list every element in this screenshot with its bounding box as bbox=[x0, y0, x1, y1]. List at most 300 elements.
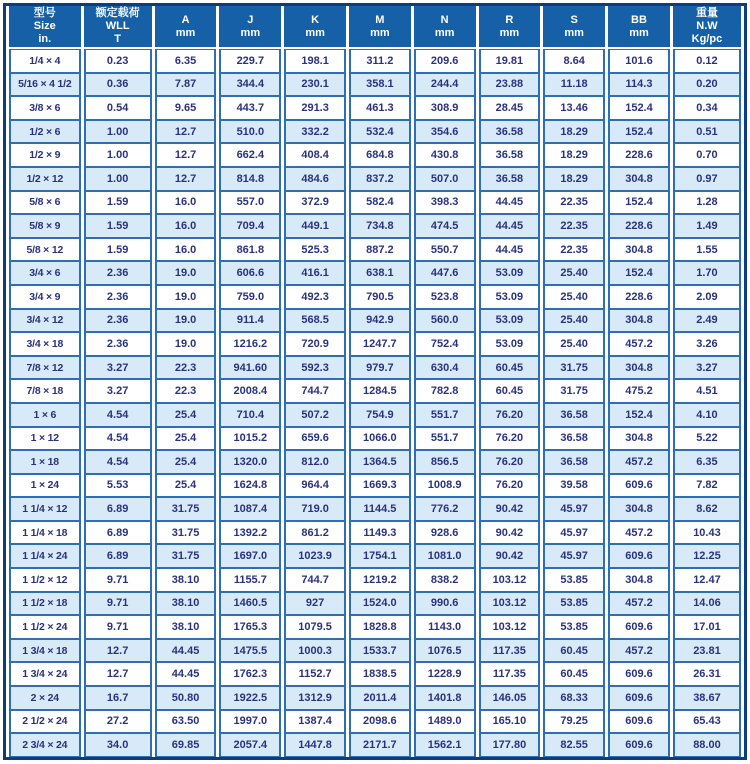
cell-a: 12.7 bbox=[155, 143, 217, 167]
cell-a: 22.3 bbox=[155, 356, 217, 380]
cell-m: 461.3 bbox=[349, 96, 411, 120]
cell-r: 76.20 bbox=[479, 403, 541, 427]
cell-size: 1 × 18 bbox=[9, 450, 81, 474]
cell-wll: 12.7 bbox=[84, 639, 152, 663]
cell-weight: 10.43 bbox=[673, 521, 741, 545]
cell-k: 492.3 bbox=[284, 285, 346, 309]
cell-s: 53.85 bbox=[543, 568, 605, 592]
cell-m: 582.4 bbox=[349, 191, 411, 215]
cell-j: 606.6 bbox=[219, 261, 281, 285]
cell-m: 1828.8 bbox=[349, 615, 411, 639]
cell-j: 1762.3 bbox=[219, 662, 281, 686]
cell-weight: 17.01 bbox=[673, 615, 741, 639]
cell-bb: 152.4 bbox=[608, 261, 670, 285]
cell-weight: 23.81 bbox=[673, 639, 741, 663]
cell-r: 53.09 bbox=[479, 261, 541, 285]
column-header-r bbox=[479, 6, 541, 49]
cell-r: 44.45 bbox=[479, 238, 541, 262]
cell-wll: 12.7 bbox=[84, 662, 152, 686]
cell-a: 9.65 bbox=[155, 96, 217, 120]
cell-r: 44.45 bbox=[479, 191, 541, 215]
cell-s: 60.45 bbox=[543, 662, 605, 686]
cell-s: 25.40 bbox=[543, 309, 605, 333]
cell-wll: 0.36 bbox=[84, 73, 152, 97]
column-header-line: mm bbox=[305, 26, 325, 39]
cell-weight: 0.12 bbox=[673, 49, 741, 73]
cell-bb: 609.6 bbox=[608, 615, 670, 639]
cell-bb: 609.6 bbox=[608, 686, 670, 710]
cell-size: 1/2 × 12 bbox=[9, 167, 81, 191]
cell-wll: 6.89 bbox=[84, 521, 152, 545]
table-row bbox=[9, 474, 741, 498]
column-header-line: K bbox=[311, 13, 320, 26]
cell-size: 3/4 × 6 bbox=[9, 261, 81, 285]
cell-size: 1 × 24 bbox=[9, 474, 81, 498]
cell-j: 1922.5 bbox=[219, 686, 281, 710]
column-header-line: A bbox=[181, 13, 190, 26]
cell-a: 50.80 bbox=[155, 686, 217, 710]
cell-bb: 457.2 bbox=[608, 332, 670, 356]
cell-size: 3/4 × 18 bbox=[9, 332, 81, 356]
cell-weight: 6.35 bbox=[673, 450, 741, 474]
cell-s: 25.40 bbox=[543, 285, 605, 309]
cell-size: 1 1/2 × 12 bbox=[9, 568, 81, 592]
cell-a: 69.85 bbox=[155, 733, 217, 757]
column-header-line: N bbox=[440, 13, 449, 26]
cell-k: 507.2 bbox=[284, 403, 346, 427]
cell-n: 1489.0 bbox=[414, 710, 476, 734]
cell-k: 198.1 bbox=[284, 49, 346, 73]
cell-m: 2098.6 bbox=[349, 710, 411, 734]
cell-k: 659.6 bbox=[284, 427, 346, 451]
cell-r: 103.12 bbox=[479, 615, 541, 639]
table-row bbox=[9, 568, 741, 592]
cell-s: 22.35 bbox=[543, 214, 605, 238]
cell-r: 117.35 bbox=[479, 662, 541, 686]
cell-bb: 304.8 bbox=[608, 497, 670, 521]
cell-a: 38.10 bbox=[155, 592, 217, 616]
table-row bbox=[9, 639, 741, 663]
cell-s: 36.58 bbox=[543, 450, 605, 474]
cell-j: 2057.4 bbox=[219, 733, 281, 757]
cell-size: 3/4 × 12 bbox=[9, 309, 81, 333]
cell-j: 1765.3 bbox=[219, 615, 281, 639]
column-header-n bbox=[414, 6, 476, 49]
cell-j: 861.8 bbox=[219, 238, 281, 262]
cell-s: 18.29 bbox=[543, 167, 605, 191]
cell-n: 474.5 bbox=[414, 214, 476, 238]
cell-n: 560.0 bbox=[414, 309, 476, 333]
cell-n: 523.8 bbox=[414, 285, 476, 309]
cell-size: 1 3/4 × 24 bbox=[9, 662, 81, 686]
cell-weight: 3.26 bbox=[673, 332, 741, 356]
cell-j: 1997.0 bbox=[219, 710, 281, 734]
cell-r: 76.20 bbox=[479, 474, 541, 498]
cell-s: 82.55 bbox=[543, 733, 605, 757]
cell-size: 2 3/4 × 24 bbox=[9, 733, 81, 757]
cell-bb: 228.6 bbox=[608, 143, 670, 167]
column-header-a bbox=[155, 6, 217, 49]
cell-s: 8.64 bbox=[543, 49, 605, 73]
cell-r: 36.58 bbox=[479, 120, 541, 144]
cell-m: 1754.1 bbox=[349, 544, 411, 568]
table-row bbox=[9, 379, 741, 403]
cell-s: 53.85 bbox=[543, 615, 605, 639]
cell-wll: 5.53 bbox=[84, 474, 152, 498]
cell-m: 734.8 bbox=[349, 214, 411, 238]
column-header-line: M bbox=[375, 13, 385, 26]
cell-s: 79.25 bbox=[543, 710, 605, 734]
table-row bbox=[9, 662, 741, 686]
cell-wll: 4.54 bbox=[84, 450, 152, 474]
column-header-line: 额定载荷 bbox=[95, 7, 140, 19]
cell-n: 551.7 bbox=[414, 427, 476, 451]
cell-weight: 1.55 bbox=[673, 238, 741, 262]
cell-s: 36.58 bbox=[543, 427, 605, 451]
cell-j: 510.0 bbox=[219, 120, 281, 144]
header-row bbox=[9, 6, 741, 49]
cell-j: 229.7 bbox=[219, 49, 281, 73]
cell-k: 927 bbox=[284, 592, 346, 616]
column-header-line: Kg/pc bbox=[691, 33, 723, 45]
cell-m: 311.2 bbox=[349, 49, 411, 73]
cell-n: 430.8 bbox=[414, 143, 476, 167]
cell-k: 719.0 bbox=[284, 497, 346, 521]
cell-a: 19.0 bbox=[155, 309, 217, 333]
cell-m: 887.2 bbox=[349, 238, 411, 262]
cell-n: 550.7 bbox=[414, 238, 476, 262]
cell-bb: 304.8 bbox=[608, 427, 670, 451]
table-row bbox=[9, 238, 741, 262]
cell-s: 45.97 bbox=[543, 497, 605, 521]
column-header-line: R bbox=[505, 13, 514, 26]
cell-wll: 2.36 bbox=[84, 285, 152, 309]
cell-a: 16.0 bbox=[155, 238, 217, 262]
cell-weight: 0.51 bbox=[673, 120, 741, 144]
column-header-line: T bbox=[114, 33, 121, 45]
cell-n: 507.0 bbox=[414, 167, 476, 191]
cell-j: 344.4 bbox=[219, 73, 281, 97]
table-row bbox=[9, 49, 741, 73]
table-row bbox=[9, 143, 741, 167]
cell-size: 1/4 × 4 bbox=[9, 49, 81, 73]
cell-r: 53.09 bbox=[479, 285, 541, 309]
cell-j: 911.4 bbox=[219, 309, 281, 333]
cell-k: 1079.5 bbox=[284, 615, 346, 639]
cell-s: 60.45 bbox=[543, 639, 605, 663]
cell-j: 1697.0 bbox=[219, 544, 281, 568]
cell-s: 11.18 bbox=[543, 73, 605, 97]
cell-bb: 609.6 bbox=[608, 662, 670, 686]
column-header-line: 型号 bbox=[33, 7, 56, 19]
cell-bb: 304.8 bbox=[608, 356, 670, 380]
table-row bbox=[9, 686, 741, 710]
cell-a: 25.4 bbox=[155, 427, 217, 451]
cell-wll: 3.27 bbox=[84, 379, 152, 403]
cell-n: 244.4 bbox=[414, 73, 476, 97]
cell-n: 1076.5 bbox=[414, 639, 476, 663]
cell-weight: 2.49 bbox=[673, 309, 741, 333]
column-header-line: Size bbox=[33, 20, 56, 32]
cell-k: 592.3 bbox=[284, 356, 346, 380]
cell-size: 1/2 × 6 bbox=[9, 120, 81, 144]
column-header-k bbox=[284, 6, 346, 49]
cell-s: 45.97 bbox=[543, 521, 605, 545]
cell-bb: 152.4 bbox=[608, 191, 670, 215]
cell-size: 1 × 6 bbox=[9, 403, 81, 427]
cell-m: 790.5 bbox=[349, 285, 411, 309]
cell-wll: 0.23 bbox=[84, 49, 152, 73]
cell-wll: 2.36 bbox=[84, 309, 152, 333]
cell-r: 177.80 bbox=[479, 733, 541, 757]
cell-a: 44.45 bbox=[155, 639, 217, 663]
cell-j: 1216.2 bbox=[219, 332, 281, 356]
cell-k: 449.1 bbox=[284, 214, 346, 238]
table-row bbox=[9, 521, 741, 545]
cell-n: 782.8 bbox=[414, 379, 476, 403]
cell-j: 1460.5 bbox=[219, 592, 281, 616]
cell-size: 5/8 × 12 bbox=[9, 238, 81, 262]
cell-m: 684.8 bbox=[349, 143, 411, 167]
cell-r: 53.09 bbox=[479, 309, 541, 333]
cell-s: 25.40 bbox=[543, 332, 605, 356]
cell-s: 36.58 bbox=[543, 403, 605, 427]
cell-weight: 4.51 bbox=[673, 379, 741, 403]
cell-k: 964.4 bbox=[284, 474, 346, 498]
cell-bb: 609.6 bbox=[608, 544, 670, 568]
cell-m: 1149.3 bbox=[349, 521, 411, 545]
cell-n: 838.2 bbox=[414, 568, 476, 592]
table-row bbox=[9, 427, 741, 451]
cell-size: 1 1/2 × 24 bbox=[9, 615, 81, 639]
cell-m: 1524.0 bbox=[349, 592, 411, 616]
cell-wll: 6.89 bbox=[84, 497, 152, 521]
cell-n: 856.5 bbox=[414, 450, 476, 474]
cell-k: 1447.8 bbox=[284, 733, 346, 757]
cell-n: 630.4 bbox=[414, 356, 476, 380]
cell-j: 1624.8 bbox=[219, 474, 281, 498]
cell-weight: 38.67 bbox=[673, 686, 741, 710]
cell-j: 710.4 bbox=[219, 403, 281, 427]
cell-wll: 16.7 bbox=[84, 686, 152, 710]
cell-wll: 1.00 bbox=[84, 167, 152, 191]
cell-size: 1 1/4 × 24 bbox=[9, 544, 81, 568]
cell-weight: 0.34 bbox=[673, 96, 741, 120]
cell-weight: 3.27 bbox=[673, 356, 741, 380]
cell-r: 36.58 bbox=[479, 143, 541, 167]
column-header-line: mm bbox=[240, 26, 261, 39]
cell-r: 60.45 bbox=[479, 356, 541, 380]
cell-m: 532.4 bbox=[349, 120, 411, 144]
cell-n: 1562.1 bbox=[414, 733, 476, 757]
cell-m: 1284.5 bbox=[349, 379, 411, 403]
cell-j: 1015.2 bbox=[219, 427, 281, 451]
cell-a: 25.4 bbox=[155, 474, 217, 498]
table-row bbox=[9, 615, 741, 639]
cell-size: 5/16 × 4 1/2 bbox=[9, 73, 81, 97]
cell-k: 408.4 bbox=[284, 143, 346, 167]
cell-a: 31.75 bbox=[155, 544, 217, 568]
cell-j: 662.4 bbox=[219, 143, 281, 167]
table-row bbox=[9, 733, 741, 757]
cell-r: 103.12 bbox=[479, 568, 541, 592]
cell-bb: 152.4 bbox=[608, 120, 670, 144]
table-row bbox=[9, 73, 741, 97]
cell-bb: 457.2 bbox=[608, 521, 670, 545]
cell-weight: 0.70 bbox=[673, 143, 741, 167]
cell-r: 103.12 bbox=[479, 592, 541, 616]
cell-wll: 1.59 bbox=[84, 238, 152, 262]
column-header-line: N.W bbox=[696, 20, 718, 32]
cell-j: 1087.4 bbox=[219, 497, 281, 521]
cell-bb: 609.6 bbox=[608, 474, 670, 498]
cell-s: 45.97 bbox=[543, 544, 605, 568]
cell-a: 31.75 bbox=[155, 521, 217, 545]
cell-weight: 1.70 bbox=[673, 261, 741, 285]
cell-bb: 457.2 bbox=[608, 639, 670, 663]
cell-r: 165.10 bbox=[479, 710, 541, 734]
cell-a: 19.0 bbox=[155, 285, 217, 309]
table-row bbox=[9, 450, 741, 474]
table-row bbox=[9, 544, 741, 568]
cell-bb: 114.3 bbox=[608, 73, 670, 97]
table-row bbox=[9, 120, 741, 144]
cell-a: 16.0 bbox=[155, 191, 217, 215]
table-row bbox=[9, 497, 741, 521]
cell-weight: 1.28 bbox=[673, 191, 741, 215]
table-row bbox=[9, 592, 741, 616]
cell-size: 1 × 12 bbox=[9, 427, 81, 451]
cell-k: 372.9 bbox=[284, 191, 346, 215]
cell-r: 44.45 bbox=[479, 214, 541, 238]
cell-size: 5/8 × 9 bbox=[9, 214, 81, 238]
cell-bb: 304.8 bbox=[608, 309, 670, 333]
cell-k: 291.3 bbox=[284, 96, 346, 120]
cell-weight: 26.31 bbox=[673, 662, 741, 686]
cell-r: 76.20 bbox=[479, 427, 541, 451]
cell-r: 23.88 bbox=[479, 73, 541, 97]
cell-r: 53.09 bbox=[479, 332, 541, 356]
cell-size: 3/4 × 9 bbox=[9, 285, 81, 309]
table-row bbox=[9, 167, 741, 191]
cell-wll: 27.2 bbox=[84, 710, 152, 734]
column-header-bb bbox=[608, 6, 670, 49]
cell-m: 2011.4 bbox=[349, 686, 411, 710]
column-header-line: in. bbox=[38, 33, 52, 45]
cell-weight: 12.25 bbox=[673, 544, 741, 568]
cell-n: 990.6 bbox=[414, 592, 476, 616]
cell-j: 814.8 bbox=[219, 167, 281, 191]
cell-j: 941.60 bbox=[219, 356, 281, 380]
cell-n: 1143.0 bbox=[414, 615, 476, 639]
cell-m: 1144.5 bbox=[349, 497, 411, 521]
cell-r: 146.05 bbox=[479, 686, 541, 710]
cell-bb: 457.2 bbox=[608, 450, 670, 474]
cell-a: 7.87 bbox=[155, 73, 217, 97]
cell-k: 525.3 bbox=[284, 238, 346, 262]
cell-k: 744.7 bbox=[284, 568, 346, 592]
cell-wll: 1.00 bbox=[84, 120, 152, 144]
cell-bb: 457.2 bbox=[608, 592, 670, 616]
cell-wll: 1.59 bbox=[84, 191, 152, 215]
table-row bbox=[9, 214, 741, 238]
cell-r: 28.45 bbox=[479, 96, 541, 120]
cell-k: 1000.3 bbox=[284, 639, 346, 663]
cell-wll: 9.71 bbox=[84, 615, 152, 639]
column-header-line: mm bbox=[499, 26, 520, 39]
cell-bb: 304.8 bbox=[608, 238, 670, 262]
spec-table-body bbox=[9, 49, 741, 757]
cell-m: 1219.2 bbox=[349, 568, 411, 592]
cell-s: 18.29 bbox=[543, 120, 605, 144]
cell-bb: 228.6 bbox=[608, 285, 670, 309]
cell-n: 551.7 bbox=[414, 403, 476, 427]
column-header-line: BB bbox=[631, 13, 647, 26]
cell-size: 1 1/4 × 18 bbox=[9, 521, 81, 545]
column-header-line: mm bbox=[175, 26, 196, 39]
cell-n: 308.9 bbox=[414, 96, 476, 120]
column-header-wll bbox=[84, 6, 152, 49]
cell-j: 1320.0 bbox=[219, 450, 281, 474]
cell-k: 1387.4 bbox=[284, 710, 346, 734]
cell-m: 1364.5 bbox=[349, 450, 411, 474]
cell-k: 1023.9 bbox=[284, 544, 346, 568]
column-header-size bbox=[9, 6, 81, 49]
cell-wll: 3.27 bbox=[84, 356, 152, 380]
cell-bb: 609.6 bbox=[608, 733, 670, 757]
cell-size: 7/8 × 18 bbox=[9, 379, 81, 403]
cell-wll: 1.00 bbox=[84, 143, 152, 167]
spec-table-container bbox=[3, 3, 747, 760]
cell-r: 90.42 bbox=[479, 544, 541, 568]
cell-size: 3/8 × 6 bbox=[9, 96, 81, 120]
cell-weight: 12.47 bbox=[673, 568, 741, 592]
column-header-j bbox=[219, 6, 281, 49]
cell-bb: 152.4 bbox=[608, 96, 670, 120]
cell-weight: 1.49 bbox=[673, 214, 741, 238]
cell-k: 416.1 bbox=[284, 261, 346, 285]
cell-weight: 8.62 bbox=[673, 497, 741, 521]
cell-r: 90.42 bbox=[479, 497, 541, 521]
cell-s: 68.33 bbox=[543, 686, 605, 710]
cell-j: 1392.2 bbox=[219, 521, 281, 545]
cell-size: 1 1/2 × 18 bbox=[9, 592, 81, 616]
cell-j: 443.7 bbox=[219, 96, 281, 120]
cell-s: 31.75 bbox=[543, 379, 605, 403]
cell-s: 22.35 bbox=[543, 191, 605, 215]
cell-size: 1/2 × 9 bbox=[9, 143, 81, 167]
table-row bbox=[9, 332, 741, 356]
cell-s: 22.35 bbox=[543, 238, 605, 262]
table-row bbox=[9, 261, 741, 285]
cell-n: 1228.9 bbox=[414, 662, 476, 686]
cell-size: 5/8 × 6 bbox=[9, 191, 81, 215]
cell-j: 709.4 bbox=[219, 214, 281, 238]
cell-m: 942.9 bbox=[349, 309, 411, 333]
cell-s: 53.85 bbox=[543, 592, 605, 616]
cell-weight: 65.43 bbox=[673, 710, 741, 734]
cell-k: 484.6 bbox=[284, 167, 346, 191]
cell-r: 60.45 bbox=[479, 379, 541, 403]
cell-a: 16.0 bbox=[155, 214, 217, 238]
cell-k: 332.2 bbox=[284, 120, 346, 144]
cell-size: 1 1/4 × 12 bbox=[9, 497, 81, 521]
cell-j: 1155.7 bbox=[219, 568, 281, 592]
cell-n: 398.3 bbox=[414, 191, 476, 215]
cell-r: 117.35 bbox=[479, 639, 541, 663]
cell-j: 1475.5 bbox=[219, 639, 281, 663]
cell-n: 1008.9 bbox=[414, 474, 476, 498]
